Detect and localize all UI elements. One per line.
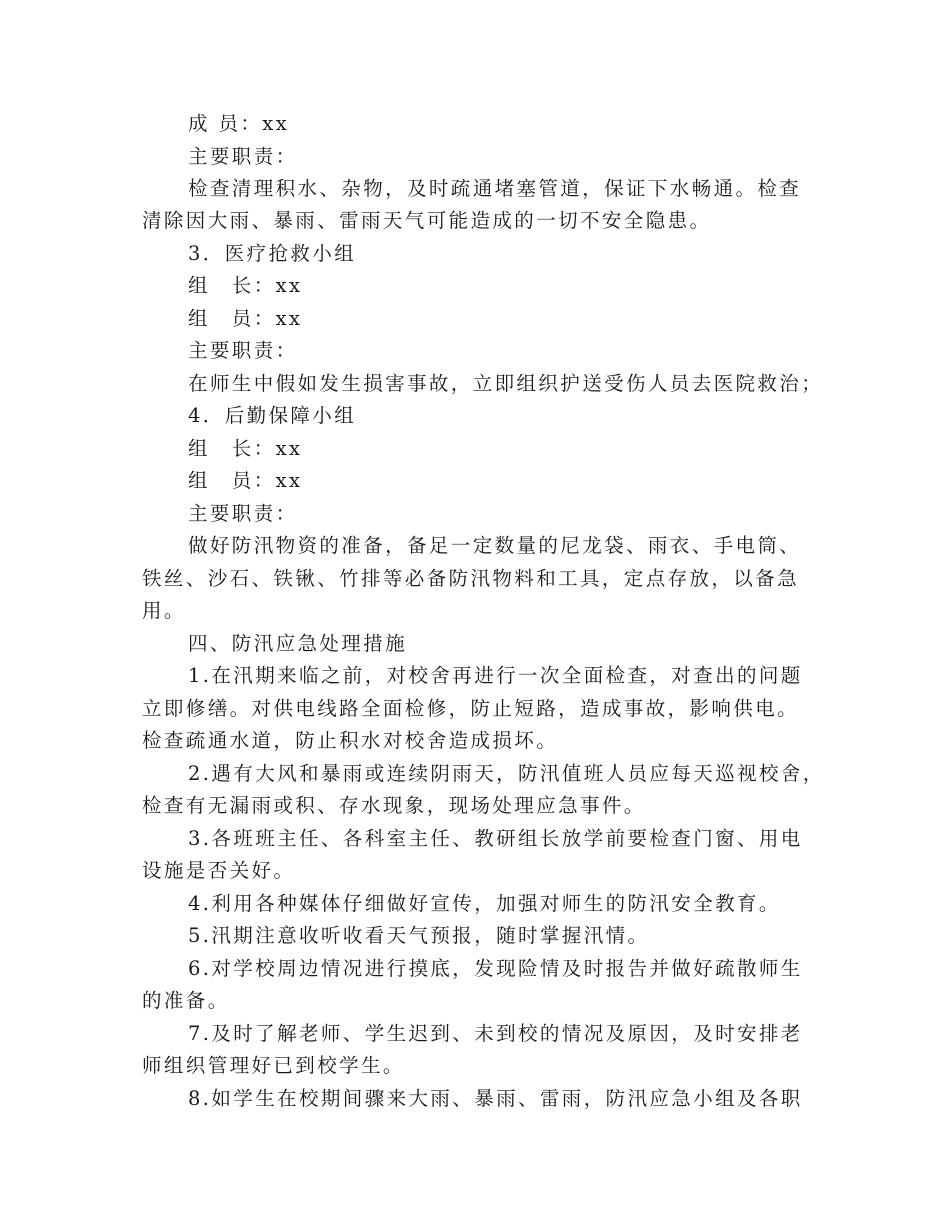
list-item-line: 1.在汛期来临之前，对校舍再进行一次全面检查，对查出的问题: [188, 664, 803, 687]
list-item-line: 7.及时了解老师、学生迟到、未到校的情况及原因，及时安排老: [188, 1022, 803, 1045]
section-heading-logistics: 4．后勤保障小组: [188, 404, 357, 427]
group-leader-line: 组 长：xx: [188, 274, 303, 297]
group-member-line: 组 员：xx: [188, 307, 303, 330]
list-item-line: 师组织管理好已到校学生。: [142, 1054, 405, 1077]
list-item-line: 4.利用各种媒体仔细做好宣传，加强对师生的防汛安全教育。: [188, 892, 781, 915]
list-item-line: 检查疏通水道，防止积水对校舍造成损坏。: [142, 729, 559, 752]
list-item-line: 立即修缮。对供电线路全面检修，防止短路，造成事故，影响供电。: [142, 697, 800, 720]
list-item-line: 5.汛期注意收听收看天气预报，随时掌握汛情。: [188, 924, 650, 947]
members-line: 成 员：xx: [188, 112, 290, 135]
list-item-line: 设施是否关好。: [142, 859, 296, 882]
list-item-line: 3.各班班主任、各科室主任、教研组长放学前要检查门窗、用电: [188, 827, 803, 850]
paragraph-line: 在师生中假如发生损害事故，立即组织护送受伤人员去医院救治；: [188, 372, 824, 395]
duties-heading: 主要职责：: [188, 145, 298, 168]
list-item-line: 2.遇有大风和暴雨或连续阴雨天，防汛值班人员应每天巡视校舍，: [188, 762, 825, 785]
list-item-line: 的准备。: [142, 989, 230, 1012]
group-member-line: 组 员：xx: [188, 469, 303, 492]
paragraph-line: 用。: [142, 599, 186, 622]
group-leader-line: 组 长：xx: [188, 437, 303, 460]
paragraph-line: 清除因大雨、暴雨、雷雨天气可能造成的一切不安全隐患。: [142, 209, 712, 232]
section-heading-measures: 四、防汛应急处理措施: [188, 632, 408, 655]
duties-heading: 主要职责：: [188, 339, 298, 362]
duties-heading: 主要职责：: [188, 502, 298, 525]
list-item-line: 6.对学校周边情况进行摸底，发现险情及时报告并做好疏散师生: [188, 957, 803, 980]
paragraph-line: 铁丝、沙石、铁锹、竹排等必备防汛物料和工具，定点存放，以备急: [142, 567, 800, 590]
list-item-line: 检查有无漏雨或积、存水现象，现场处理应急事件。: [142, 794, 646, 817]
list-item-line: 8.如学生在校期间骤来大雨、暴雨、雷雨，防汛应急小组及各职: [188, 1087, 803, 1110]
section-heading-medical: 3．医疗抢救小组: [188, 242, 357, 265]
paragraph-line: 做好防汛物资的准备，备足一定数量的尼龙袋、雨衣、手电筒、: [188, 534, 802, 557]
paragraph-line: 检查清理积水、杂物，及时疏通堵塞管道，保证下水畅通。检查: [188, 177, 802, 200]
